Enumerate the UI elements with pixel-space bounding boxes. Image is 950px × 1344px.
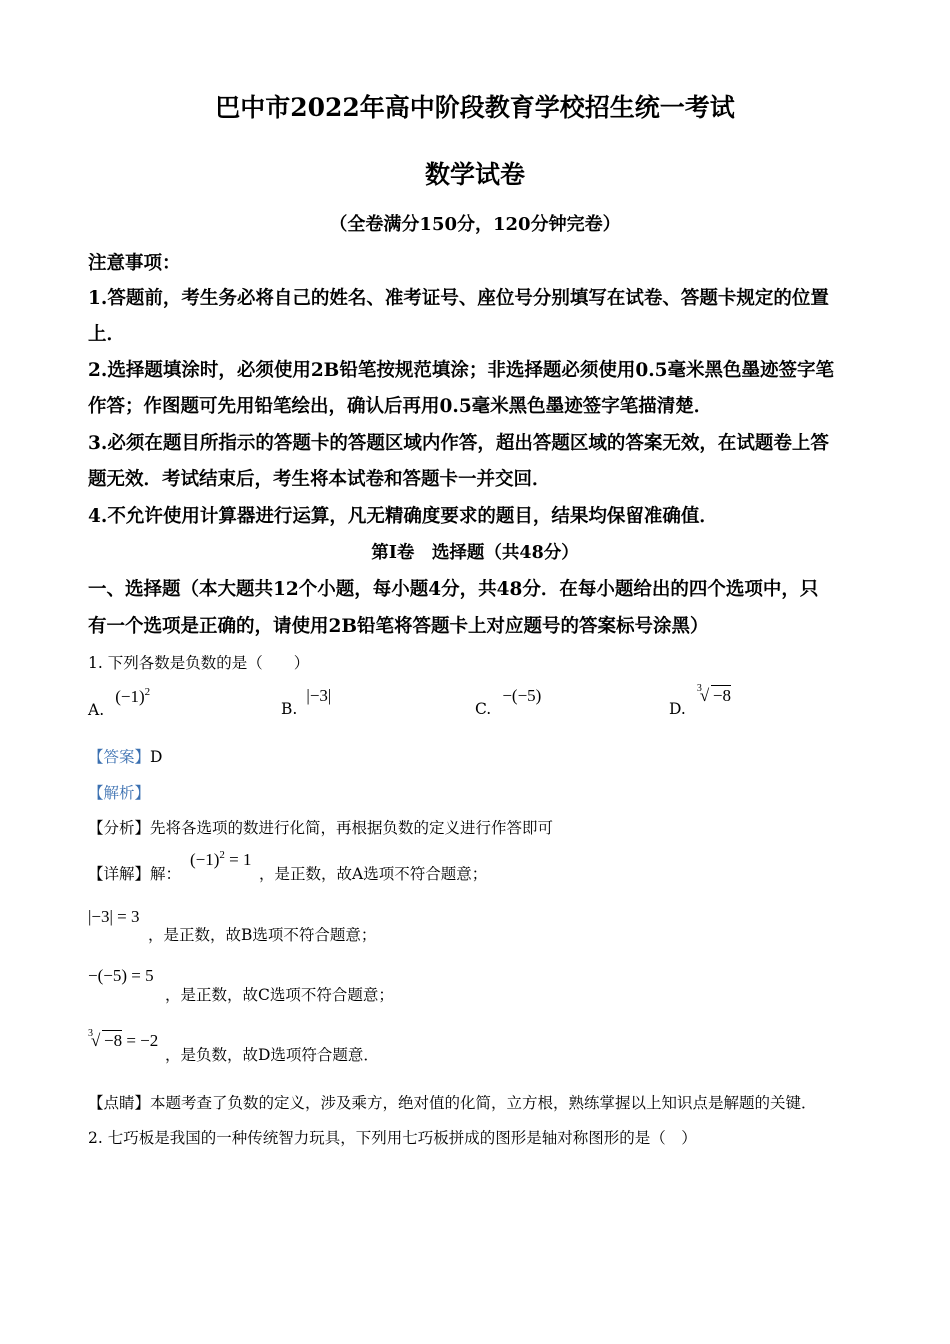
exam-title: 巴中市2022年高中阶段教育学校招生统一考试 xyxy=(215,93,735,122)
step-4-expression: 3 √ −8 = −2 xyxy=(88,1028,159,1050)
analysis-label: 【解析】 xyxy=(88,784,151,802)
note-1-line-1: 1.答题前，考生务必将自己的姓名、准考证号、座位号分别填写在试卷、答题卡规定的位置 xyxy=(88,288,829,309)
option-a xyxy=(88,686,151,719)
note-2-line-2: 作答；作图题可先用铅笔绘出，确认后再用0.5毫米黑色墨迹签字笔描清楚． xyxy=(88,396,713,417)
radicand: −8 xyxy=(104,1031,123,1050)
option-expression: (−1) xyxy=(115,687,145,706)
note-2-line-1: 2.选择题填涂时，必须使用2B铅笔按规范填涂；非选择题必须使用0.5毫米黑色墨迹签字笔 xyxy=(88,360,835,381)
radical-sign-icon: √ xyxy=(91,1031,101,1050)
step-1-expression: $(-1)^2 = 1$ xyxy=(190,849,252,869)
detail-intro: 解： xyxy=(150,865,182,883)
option-letter: C. xyxy=(475,700,492,718)
option-c xyxy=(475,686,542,718)
root-index: 3 xyxy=(696,683,702,694)
answer-label: 【答案】 xyxy=(88,748,151,766)
cube-root xyxy=(88,1028,123,1051)
question-2-stem: 2. 七巧板是我国的一种传统智力玩具，下列用七巧板拼成的图形是轴对称图形的是（ ） xyxy=(88,1129,697,1147)
fenxi-text: 先将各选项的数进行化简，再根据负数的定义进行作答即可 xyxy=(150,819,554,837)
option-exponent: 2 xyxy=(144,686,151,698)
part-instructions-line-2: 有一个选项是正确的，请使用2B铅笔将答题卡上对应题号的答案标号涂黑） xyxy=(88,616,709,637)
option-b xyxy=(281,686,332,718)
step-1-text: ，是正数，故A选项不符合题意； xyxy=(259,865,488,883)
root-index: 3 xyxy=(88,1028,93,1039)
comment-line xyxy=(88,1091,817,1113)
part-instructions-line-1: 一、选择题（本大题共12个小题，每小题4分，共48分．在每小题给出的四个选项中，只 xyxy=(88,579,819,600)
section-heading: 第Ⅰ卷 选择题（共48分） xyxy=(371,543,579,563)
option-expression: |−3| xyxy=(306,686,332,705)
step-3-expression: −(−5) = 5 xyxy=(88,966,154,985)
option-expression: −(−5) xyxy=(502,686,542,705)
step-2-text: ，是正数，故B选项不符合题意； xyxy=(148,926,377,944)
fenxi-label: 【分析】 xyxy=(88,819,151,837)
step-4-text: ，是负数，故D选项符合题意． xyxy=(165,1046,379,1064)
subject-title: 数学试卷 xyxy=(424,160,525,189)
notes-heading: 注意事项： xyxy=(88,253,181,274)
comment-text: 本题考查了负数的定义，涉及乘方，绝对值的化简，立方根，熟练掌握以上知识点是解题的关键． xyxy=(150,1094,817,1112)
option-letter: A. xyxy=(88,701,105,719)
comment-label: 【点睛】 xyxy=(88,1094,151,1112)
step-3-text: ，是正数，故C选项不符合题意； xyxy=(165,986,394,1004)
detail-label: 【详解】 xyxy=(88,865,151,883)
answer-line xyxy=(88,745,162,767)
note-3-line-2: 题无效．考试结束后，考生将本试卷和答题卡一并交回． xyxy=(88,469,551,490)
cube-root xyxy=(696,683,731,706)
radicand: −8 xyxy=(712,686,731,705)
answer-value: D xyxy=(150,748,163,766)
note-3-line-1: 3.必须在题目所指示的答题卡的答题区域内作答，超出答题区域的答案无效，在试题卷上答 xyxy=(88,433,829,454)
exam-info: （全卷满分150分，120分钟完卷） xyxy=(329,214,621,235)
question-1-stem: 1. 下列各数是负数的是（ ） xyxy=(88,654,310,672)
fenxi-line xyxy=(88,816,553,838)
option-letter: D. xyxy=(669,700,686,718)
option-letter: B. xyxy=(281,700,298,718)
step-2-expression: |−3| = 3 xyxy=(88,907,140,926)
note-1-line-2: 上． xyxy=(88,324,126,345)
note-4: 4.不允许使用计算器进行运算，凡无精确度要求的题目，结果均保留准确值． xyxy=(88,506,718,527)
detail-line xyxy=(88,862,181,884)
radical-sign-icon: √ xyxy=(699,686,710,705)
option-d xyxy=(669,683,731,718)
